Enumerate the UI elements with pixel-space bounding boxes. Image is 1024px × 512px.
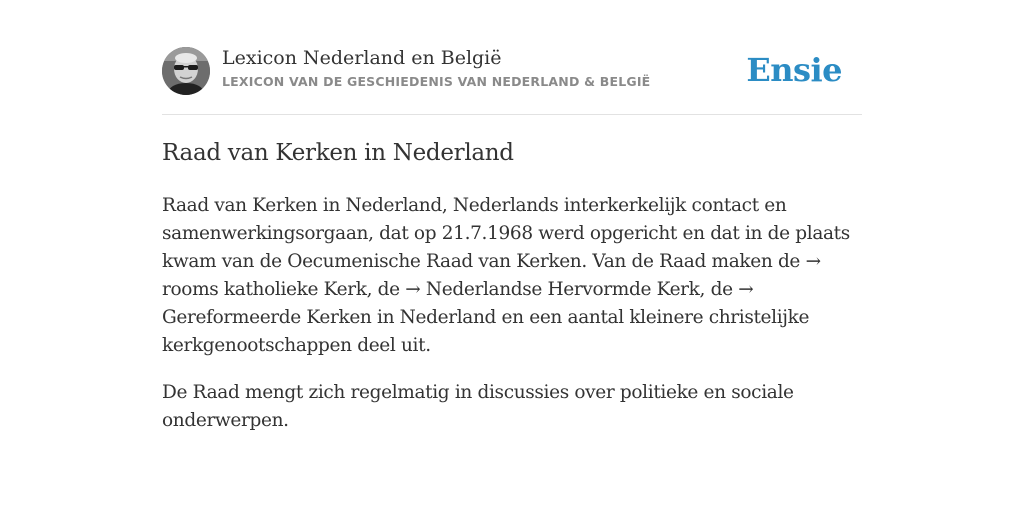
article-paragraph-2: De Raad mengt zich regelmatig in discussies over politieke en sociale onderwerpen. — [162, 382, 794, 431]
source-header — [162, 44, 862, 115]
person-with-glasses-photo-icon — [162, 47, 210, 95]
paragraph-text: , de — [699, 279, 739, 300]
paragraph-text: , de — [366, 279, 406, 300]
source-titles — [222, 44, 650, 92]
article — [162, 138, 862, 454]
article-paragraph-1 — [162, 192, 862, 360]
source-title[interactable]: Lexicon Nederland en België — [222, 47, 502, 69]
paragraph-text: Raad van Kerken in Nederland, Nederlands interkerkelijk contact en samenwerkingsorgaan, dat op 21.7.1968 werd opgericht en dat in de plaats kwam van de Oecumenische Raad van Kerken. Van de Raad maken de — [162, 195, 850, 272]
source-subtitle: LEXICON VAN DE GESCHIEDENIS VAN NEDERLAND & BELGIË — [222, 74, 651, 89]
link-nederlandse-hervormde-kerk[interactable]: → Nederlandse Hervormde Kerk — [405, 279, 700, 300]
avatar[interactable] — [162, 47, 210, 95]
link-gereformeerde-kerken[interactable]: → Gereformeerde Kerken in Nederland — [162, 279, 754, 328]
ensie-logo[interactable]: Ensie — [746, 51, 842, 89]
article-title: Raad van Kerken in Nederland — [162, 140, 514, 166]
link-rooms-katholieke-kerk[interactable]: → rooms katholieke Kerk — [162, 251, 821, 300]
paragraph-text: en een aantal kleinere christelijke kerkgenootschappen deel uit. — [162, 307, 810, 356]
